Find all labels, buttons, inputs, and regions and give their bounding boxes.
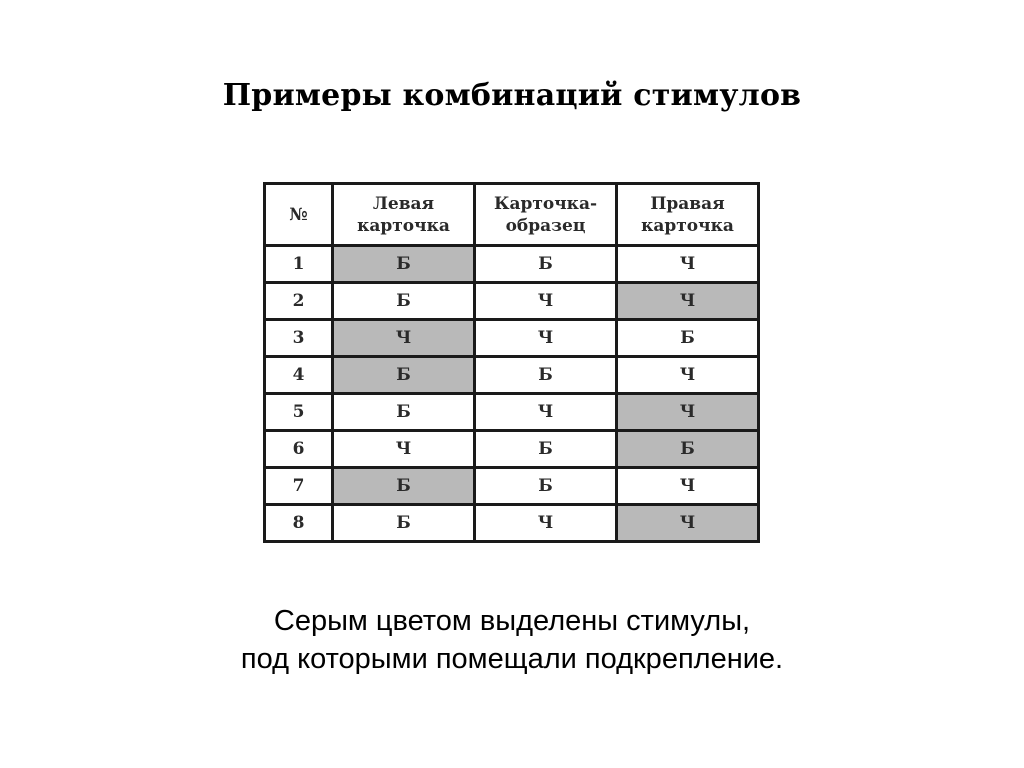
right-card-cell: Б	[617, 320, 759, 357]
left-card-cell: Б	[333, 505, 475, 542]
caption-line-1: Серым цветом выделены стимулы,	[273, 605, 751, 637]
stimuli-table-container	[263, 182, 760, 543]
table-row	[265, 505, 759, 542]
right-card-cell: Ч	[617, 505, 759, 542]
header-right-line2: карточка	[641, 215, 734, 236]
sample-card-cell: Ч	[475, 394, 617, 431]
header-sample-line2: образец	[505, 215, 586, 236]
header-right-card	[617, 184, 759, 246]
row-number: 4	[265, 357, 333, 394]
caption-line-2: под которыми помещали подкрепление.	[240, 643, 784, 675]
left-card-cell: Ч	[333, 320, 475, 357]
sample-card-cell: Б	[475, 431, 617, 468]
table-body	[265, 246, 759, 542]
row-number: 6	[265, 431, 333, 468]
table-row	[265, 283, 759, 320]
header-sample-line1: Карточка-	[493, 193, 598, 214]
header-right-line1: Правая	[650, 193, 725, 214]
header-sample-card	[475, 184, 617, 246]
sample-card-cell: Ч	[475, 505, 617, 542]
table-row	[265, 357, 759, 394]
header-row	[265, 184, 759, 246]
table-row	[265, 468, 759, 505]
header-left-line2: карточка	[357, 215, 450, 236]
right-card-cell: Ч	[617, 283, 759, 320]
stimuli-table	[263, 182, 760, 543]
left-card-cell: Б	[333, 394, 475, 431]
sample-card-cell: Ч	[475, 320, 617, 357]
table-row	[265, 431, 759, 468]
right-card-cell: Ч	[617, 357, 759, 394]
right-card-cell: Ч	[617, 394, 759, 431]
row-number: 5	[265, 394, 333, 431]
row-number: 7	[265, 468, 333, 505]
page-title: Примеры комбинаций стимулов	[222, 78, 802, 113]
table-row	[265, 394, 759, 431]
right-card-cell: Ч	[617, 246, 759, 283]
row-number: 8	[265, 505, 333, 542]
header-number-label: №	[289, 204, 308, 225]
header-left-line1: Левая	[372, 193, 435, 214]
sample-card-cell: Ч	[475, 283, 617, 320]
sample-card-cell: Б	[475, 246, 617, 283]
sample-card-cell: Б	[475, 468, 617, 505]
table-row	[265, 320, 759, 357]
right-card-cell: Б	[617, 431, 759, 468]
header-number	[265, 184, 333, 246]
right-card-cell: Ч	[617, 468, 759, 505]
table-row	[265, 246, 759, 283]
row-number: 1	[265, 246, 333, 283]
caption	[0, 602, 1024, 678]
row-number: 2	[265, 283, 333, 320]
row-number: 3	[265, 320, 333, 357]
table-header	[265, 184, 759, 246]
left-card-cell: Б	[333, 246, 475, 283]
header-left-card	[333, 184, 475, 246]
left-card-cell: Б	[333, 357, 475, 394]
sample-card-cell: Б	[475, 357, 617, 394]
left-card-cell: Б	[333, 283, 475, 320]
left-card-cell: Б	[333, 468, 475, 505]
left-card-cell: Ч	[333, 431, 475, 468]
